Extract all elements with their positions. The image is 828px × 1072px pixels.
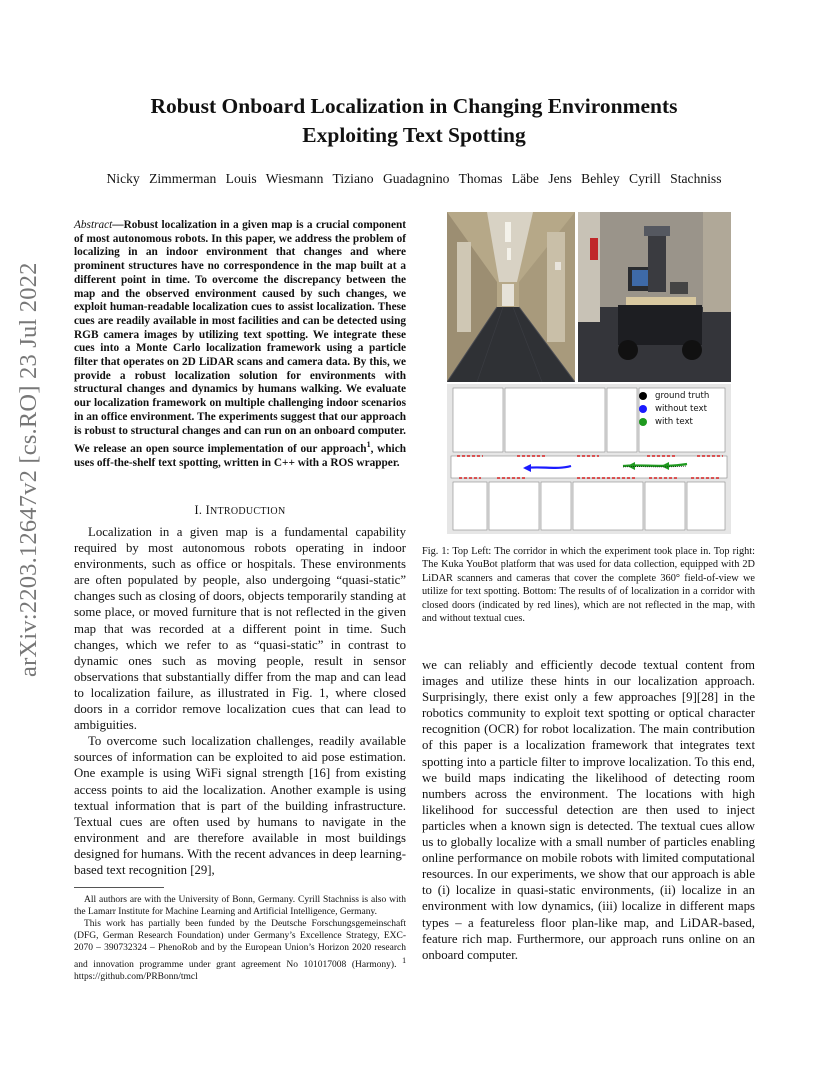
legend-label-with-text: with text (655, 417, 693, 427)
legend-swatch-ground-truth (639, 392, 647, 400)
footnote-mark: 1 (402, 955, 407, 965)
abstract-lead: Abstract (74, 219, 113, 231)
abstract-text: Robust localization in a given map is a crucial component of most autonomous robots. In this paper, we address the problem of localizing in an indoor environment that changes and where prominent structures have no correspondence in the map built at a different point in time. To overcome the discrepancy between the map and the observed environment caused by such changes, we exploit human-readable localization cues to assist localization. These cues are readily available in most facilities and can be detected using RGB camera images by utilizing text spotting. We integrate these cues into a Monte Carlo localization framework using a particle filter that operates on 2D LiDAR scans and camera data. By this, we provide a robust localization solution for environments with structural changes and dynamics by humans walking. We evaluate our localization framework on multiple challenging indoor scenarios in an office environment. The experiments suggest that our approach is robust to structural changes and can run on an onboard computer. We release an open source implementation of our approach (74, 219, 406, 456)
paper-title (60, 92, 768, 150)
author-list: Nicky Zimmerman Louis Wiesmann Tiziano Guadagnino Thomas Läbe Jens Behley Cyrill Stachniss (106, 171, 722, 186)
figure-1 (447, 212, 731, 534)
abstract-dash: — (112, 219, 124, 231)
corridor-photo (447, 212, 575, 382)
legend-item-ground-truth (639, 390, 729, 403)
map-legend (639, 390, 729, 429)
footnotes (74, 895, 406, 984)
right-paragraph-1: we can reliably and efficiently decode textual content from images and utilize these hints in our localization approach. Surprisingly, there exist only a few approaches [9][28] in the robotics community to exploit text spotting or optical character recognition (OCR) for robot localization. The main contribution of this paper is a localization framework that integrates text spotting into a particle filter to improve localization. To this end, we build maps indicating the likelihood of detecting room numbers across the environment. The locations with high likelihood for successful detection are then used to inject particles when a known sign is detected. The textual cues allow us to globally localize with a small number of particles enabling online performance on mobile robots with limited computational resources. In our experiments, we show that our approach is able to (i) localize in quasi-static environments, (ii) localize in an environment with low dynamics, (iii) localize in different maps types – a featureless floor plan-like map, and LiDAR-based, feature rich map. Furthermore, our approach runs online on an onboard computer. (422, 658, 755, 962)
title-line-1: Robust Onboard Localization in Changing Environments (150, 94, 678, 118)
footnote-rule (74, 887, 164, 888)
section-numeral: I. (194, 503, 203, 517)
footnote-affiliation: All authors are with the University of Bonn, Germany. Cyrill Stachniss is also with the Lamarr Institute for Machine Learning and Artificial Intelligence, Germany. (74, 895, 406, 917)
right-column-body (422, 657, 755, 963)
legend-swatch-without-text (639, 405, 647, 413)
introduction-body (74, 524, 406, 878)
footnote-funding (74, 919, 406, 984)
title-line-2: Exploiting Text Spotting (302, 123, 526, 147)
footnote-url[interactable]: https://github.com/PRBonn/tmcl (74, 971, 198, 982)
section-title-rest: NTRODUCTION (209, 506, 286, 517)
intro-paragraph-2: To overcome such localization challenges, readily available sources of information can be exploited to aid pose estimation. One example is using WiFi signal strength [16] from existing access points to aid the localization. Another example is using textual information that is part of the building infrastructure. Textual cues are often used by humans to navigate in the environment and are therefore available in most buildings designed for humans. With the recent advances in deep learning-based text recognition [29], (74, 734, 406, 877)
footnote-funding-text: This work has partially been funded by the Deutsche Forschungsgemeinschaft (DFG, German Research Foundation) under Germany’s Excellence Strategy, EXC-2070 – 390732324 – PhenoRob and by the European Union’s Horizon 2020 research and innovation programme under grant agreement No 101017008 (Harmony). (74, 918, 406, 970)
intro-paragraph-1: Localization in a given map is a fundamental capability required by most autonomous robots operating in indoor environments, such as office or hospitals. These environments are often populated by people, also undergoing “quasi-static” changes such as closing of doors, objects temporarily standing at some place, or moved furniture that is not reflected in the given map that was recorded at a different point in time. Such changes, which we refer to as “quasi-static” in contrast to dynamic ones such as moving people, result in sensor observations that substantially differ from the map and can lead to localization failure, as illustrated in Fig. 1, where closed doors in a corridor remove localization cues that can lead to ambiguities. (74, 525, 406, 733)
corridor-photo-drawing (447, 212, 575, 382)
legend-item-with-text (639, 416, 729, 429)
figure-caption: Fig. 1: Top Left: The corridor in which the experiment took place in. Top right: The Kuka YouBot platform that was used for data collection, equipped with 2D LiDAR scanners and cameras that cover the complete 360° field-of-view we utilize for text spotting. Bottom: The results of of localization in a corridor with closed doors (indicated by red lines), which are not reflected in the map, with and without textual cues. (422, 546, 755, 625)
legend-swatch-with-text (639, 418, 647, 426)
robot-photo (578, 212, 731, 382)
legend-label-without-text: without text (655, 404, 707, 414)
abstract-footnote-mark: 1 (366, 440, 371, 450)
robot-photo-drawing (578, 212, 731, 382)
abstract (74, 219, 406, 470)
legend-label-ground-truth: ground truth (655, 391, 710, 401)
abstract-text-end: , which uses off-the-shelf text spotting, written in C++ with a ROS wrapper. (74, 443, 406, 469)
arxiv-stamp: arXiv:2203.12647v2 [cs.RO] 23 Jul 2022 (15, 262, 42, 677)
section-heading-introduction (74, 503, 406, 518)
legend-item-without-text (639, 403, 729, 416)
section-title-first: I (205, 503, 210, 517)
